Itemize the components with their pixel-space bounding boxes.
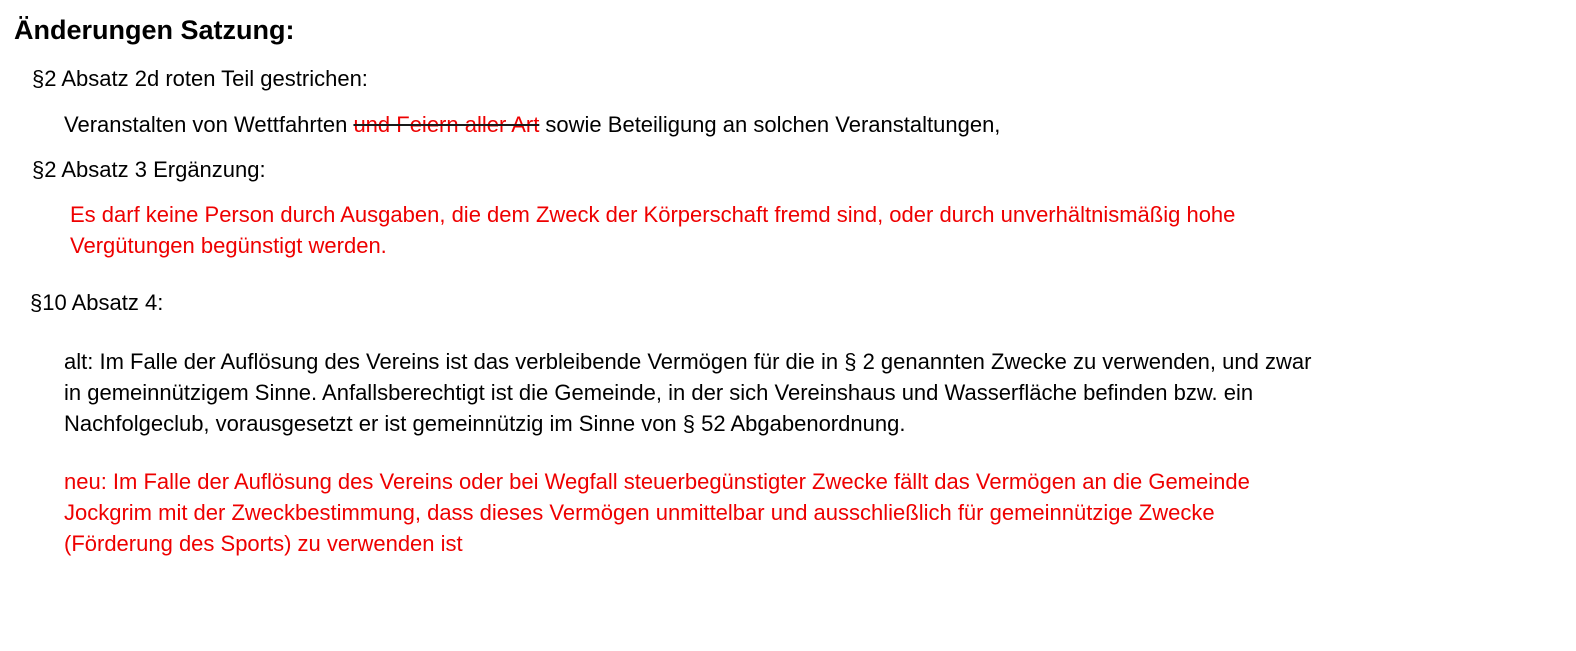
text-line: neu: Im Falle der Auflösung des Vereins oder bei Wegfall steuerbegünstigter Zwecke fällt das Vermögen an die Gemeinde (64, 469, 1250, 494)
old-version-paragraph (64, 346, 1576, 439)
text-segment-before-deletion: Veranstalten von Wettfahrten (64, 112, 354, 137)
text-line: Vergütungen begünstigt werden. (70, 233, 387, 258)
text-line: (Förderung des Sports) zu verwenden ist (64, 531, 463, 556)
text-line: Jockgrim mit der Zweckbestimmung, dass dieses Vermögen unmittelbar und ausschließlich für gemeinnützige Zwecke (64, 500, 1215, 525)
text-line: Nachfolgeclub, vorausgesetzt er ist gemeinnützig im Sinne von § 52 Abgabenordnung. (64, 411, 906, 436)
text-line: alt: Im Falle der Auflösung des Vereins ist das verbleibende Vermögen für die in § 2 genannten Zwecke zu verwenden, und zwar (64, 349, 1312, 374)
document-title: Änderungen Satzung: (14, 15, 295, 45)
paragraph-with-deletion (64, 109, 1576, 140)
document-page (0, 13, 1576, 651)
inserted-red-paragraph (70, 199, 1576, 261)
text-line (64, 109, 1576, 140)
new-version-paragraph (64, 466, 1576, 559)
section-heading-paragraph10-absatz4: §10 Absatz 4: (30, 290, 164, 315)
section-heading-paragraph2-absatz2d: §2 Absatz 2d roten Teil gestrichen: (32, 66, 368, 91)
deleted-text-segment: und Feiern aller Art (353, 112, 540, 137)
section-heading-paragraph2-absatz3: §2 Absatz 3 Ergänzung: (32, 157, 266, 182)
text-segment-after-deletion: sowie Beteiligung an solchen Veranstaltungen, (539, 112, 1001, 137)
text-line: in gemeinnützigem Sinne. Anfallsberechtigt ist die Gemeinde, in der sich Vereinshaus und Wasserfläche befinden bzw. ein (64, 380, 1254, 405)
text-line: Es darf keine Person durch Ausgaben, die dem Zweck der Körperschaft fremd sind, oder durch unverhältnismäßig hohe (70, 202, 1236, 227)
